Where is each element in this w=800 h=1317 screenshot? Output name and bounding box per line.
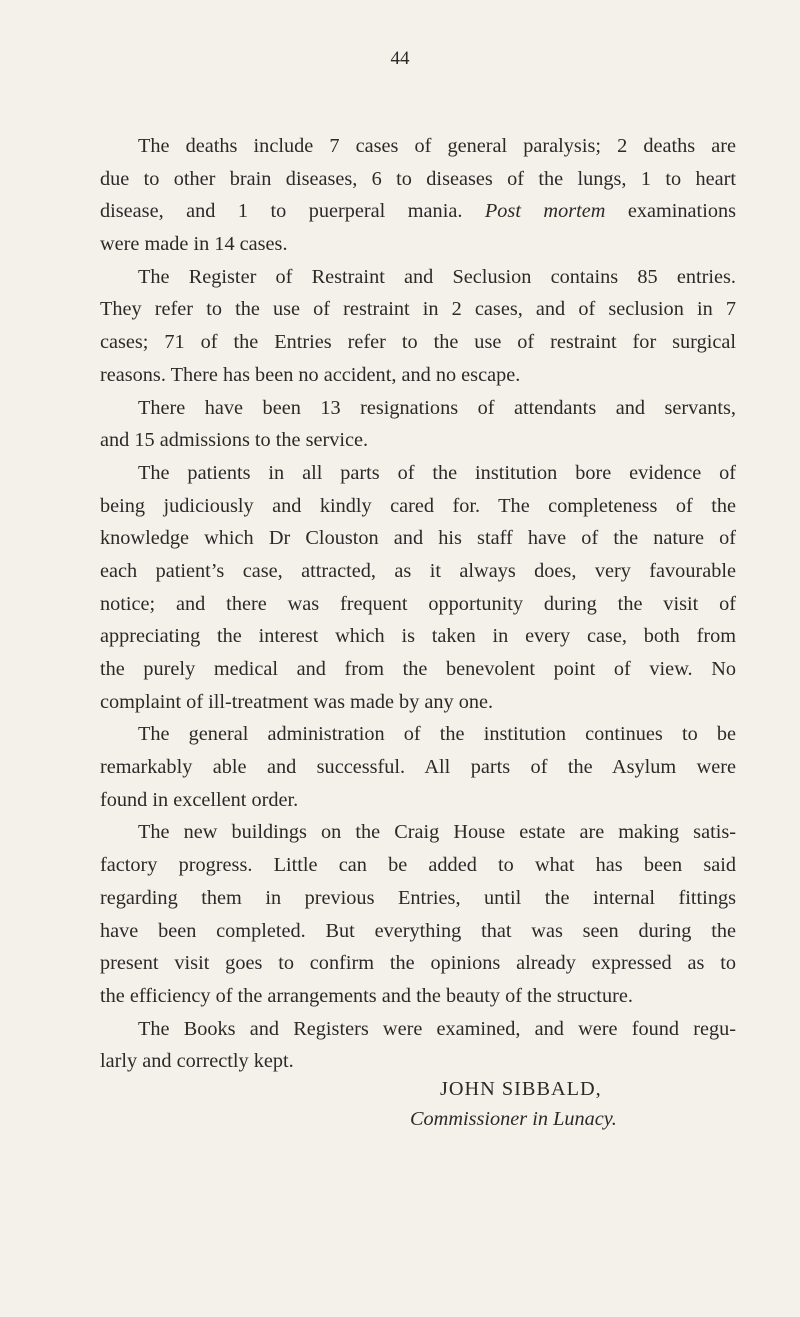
paragraph <box>100 392 736 457</box>
text-line: The Register of Restraint and Seclusion contains 85 entries. <box>138 265 736 288</box>
italic-phrase: Post mortem <box>484 200 606 223</box>
text-line: were made in 14 cases. <box>100 233 288 256</box>
text-line: larly and correctly kept. <box>100 1050 294 1073</box>
text-line: The general administration of the institution continues to be <box>138 723 736 746</box>
body-text <box>100 130 736 1078</box>
paragraph <box>100 261 736 392</box>
text-line: found in excellent order. <box>100 788 299 811</box>
paragraph <box>100 130 736 261</box>
paragraph <box>100 1013 736 1078</box>
paragraph <box>100 816 736 1012</box>
paragraph <box>100 457 736 719</box>
text-line: each patient’s case, attracted, as it always does, very favourable <box>100 559 736 582</box>
text-line: notice; and there was frequent opportunity during the visit of <box>100 592 736 615</box>
paragraph <box>100 718 736 816</box>
text-line <box>100 195 736 228</box>
text-line: the efficiency of the arrangements and the beauty of the structure. <box>100 984 633 1007</box>
text-line: present visit goes to confirm the opinions already expressed as to <box>100 952 736 975</box>
text-line: remarkably able and successful. All parts of the Asylum were <box>100 756 736 779</box>
text-line: being judiciously and kindly cared for. The completeness of the <box>100 494 736 517</box>
text-line: due to other brain diseases, 6 to diseases of the lungs, 1 to heart <box>100 167 736 190</box>
text-line: cases; 71 of the Entries refer to the use of restraint for surgical <box>100 331 736 354</box>
text-line: the purely medical and from the benevolent point of view. No <box>100 658 736 680</box>
text-line: regarding them in previous Entries, until the internal fittings <box>100 886 736 909</box>
text-line: knowledge which Dr Clouston and his staff have of the nature of <box>100 527 736 550</box>
text-line: The new buildings on the Craig House estate are making satis- <box>138 821 736 844</box>
text-line: The Books and Registers were examined, and were found regu- <box>138 1017 736 1040</box>
text-line: have been completed. But everything that was seen during the <box>100 919 736 942</box>
text-line: and 15 admissions to the service. <box>100 429 369 452</box>
text-segment: examinations <box>605 200 737 223</box>
text-line: appreciating the interest which is taken in every case, both from <box>100 625 736 648</box>
text-line: The deaths include 7 cases of general paralysis; 2 deaths are <box>138 135 736 157</box>
text-line: They refer to the use of restraint in 2 cases, and of seclusion in 7 <box>100 298 736 321</box>
text-line: reasons. There has been no accident, and no escape. <box>100 363 521 386</box>
text-line: The patients in all parts of the institution bore evidence of <box>138 461 736 484</box>
text-line: factory progress. Little can be added to what has been said <box>100 854 736 877</box>
signature-title: Commissioner in Lunacy. <box>410 1108 617 1130</box>
text-line: complaint of ill-treatment was made by any one. <box>100 690 494 713</box>
text-segment: disease, and 1 to puerperal mania. <box>100 200 485 223</box>
text-line: There have been 13 resignations of attendants and servants, <box>138 396 736 419</box>
signature-name: JOHN SIBBALD, <box>440 1078 602 1100</box>
page-number: 44 <box>390 48 410 69</box>
